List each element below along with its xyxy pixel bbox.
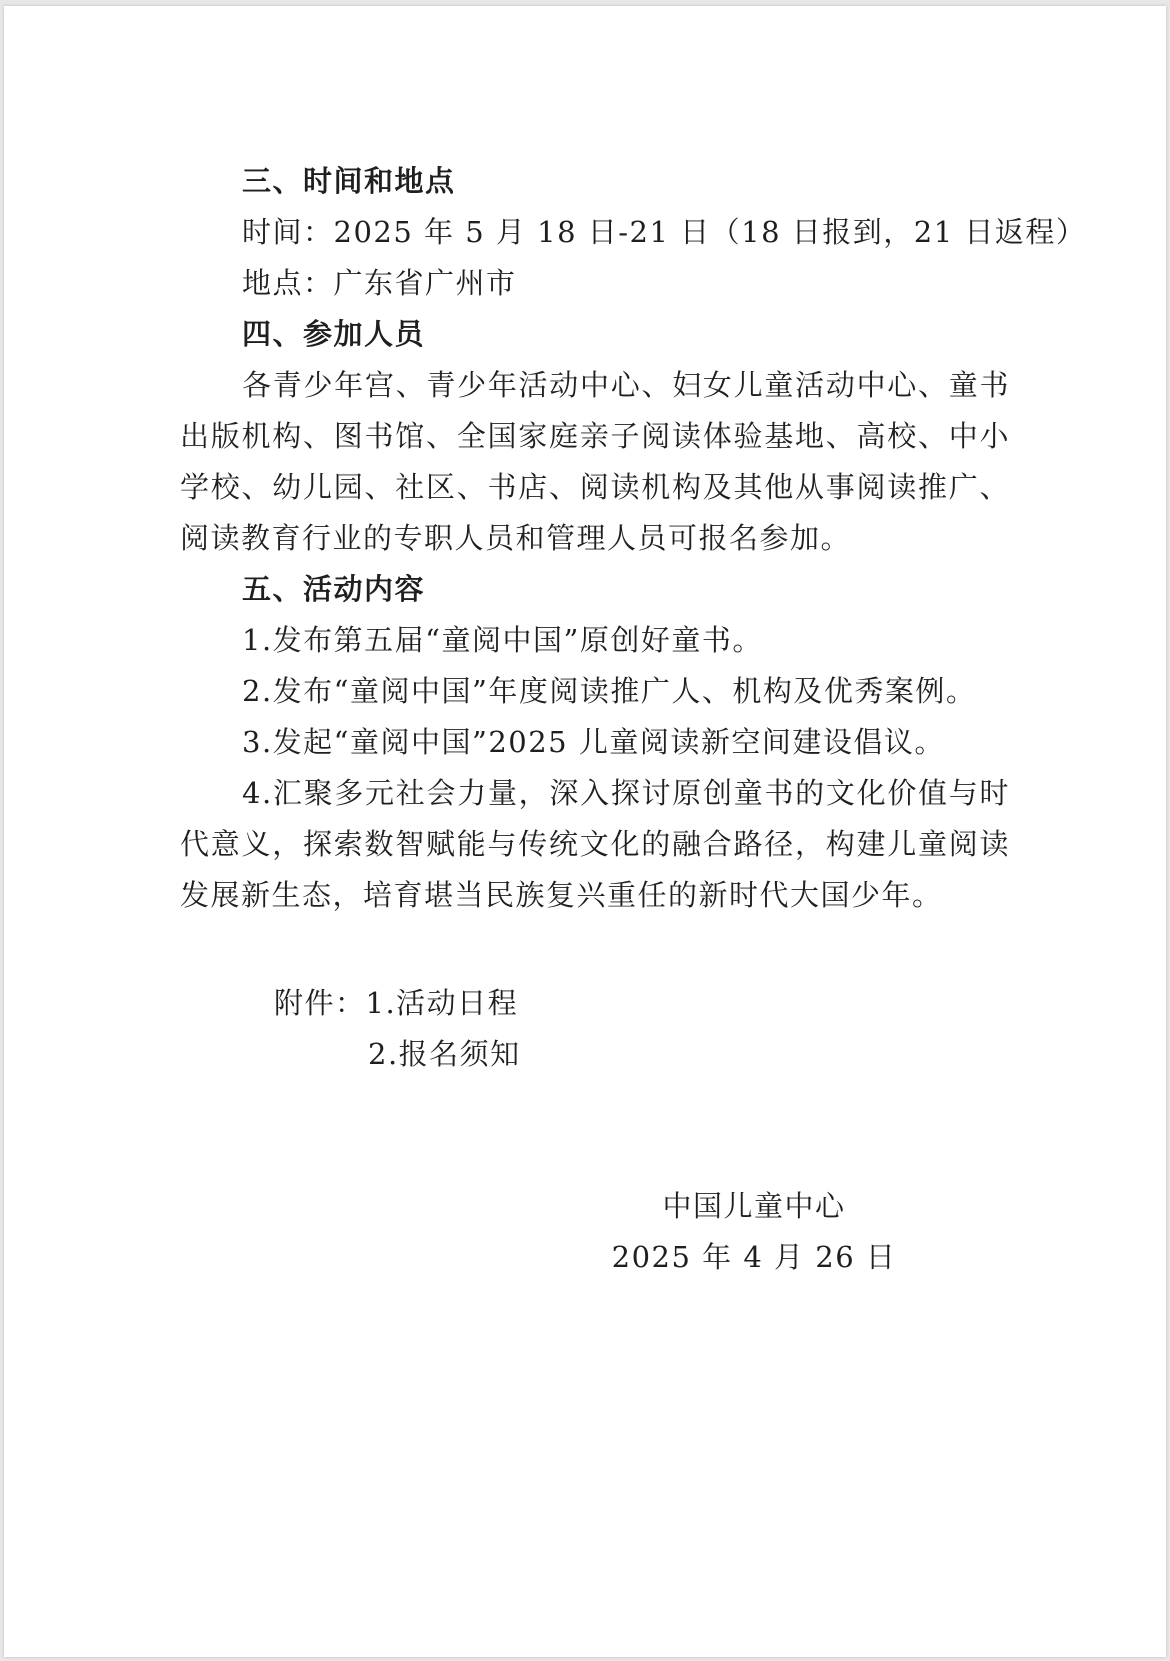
attachment-item: 1.活动日程	[365, 986, 519, 1020]
event-time: 时间：2025 年 5 月 18 日-21 日（18 日报到，21 日返程）	[242, 215, 1087, 249]
signature-organization: 中国儿童中心	[662, 1189, 846, 1223]
activity-item: 1.发布第五届“童阅中国”原创好童书。	[242, 623, 763, 657]
section-heading-time-place: 三、时间和地点	[242, 164, 456, 198]
section-heading-participants: 四、参加人员	[242, 317, 426, 351]
event-place: 地点：广东省广州市	[242, 266, 517, 300]
section-heading-activities: 五、活动内容	[242, 572, 426, 606]
attachments-block	[274, 978, 521, 1080]
document-page	[4, 6, 1166, 1657]
attachment-item: 2.报名须知	[368, 1037, 521, 1071]
participants-paragraph: 各青少年宫、青少年活动中心、妇女儿童活动中心、童书出版机构、图书馆、全国家庭亲子阅读体验基地、高校、中小学校、幼儿园、社区、书店、阅读机构及其他从事阅读推广、阅读教育行业的专职人员和管理人员可报名参加。	[180, 368, 1010, 555]
activity-item: 4.汇聚多元社会力量，深入探讨原创童书的文化价值与时代意义，探索数智赋能与传统文化的融合路径，构建儿童阅读发展新生态，培育堪当民族复兴重任的新时代大国少年。	[180, 776, 1010, 912]
signature-date: 2025 年 4 月 26 日	[611, 1240, 897, 1274]
activity-item: 2.发布“童阅中国”年度阅读推广人、机构及优秀案例。	[242, 674, 977, 708]
document-body	[180, 156, 1087, 921]
activity-item: 3.发起“童阅中国”2025 儿童阅读新空间建设倡议。	[242, 725, 945, 759]
signature-block	[604, 1181, 904, 1283]
attachments-label: 附件：	[274, 986, 366, 1020]
